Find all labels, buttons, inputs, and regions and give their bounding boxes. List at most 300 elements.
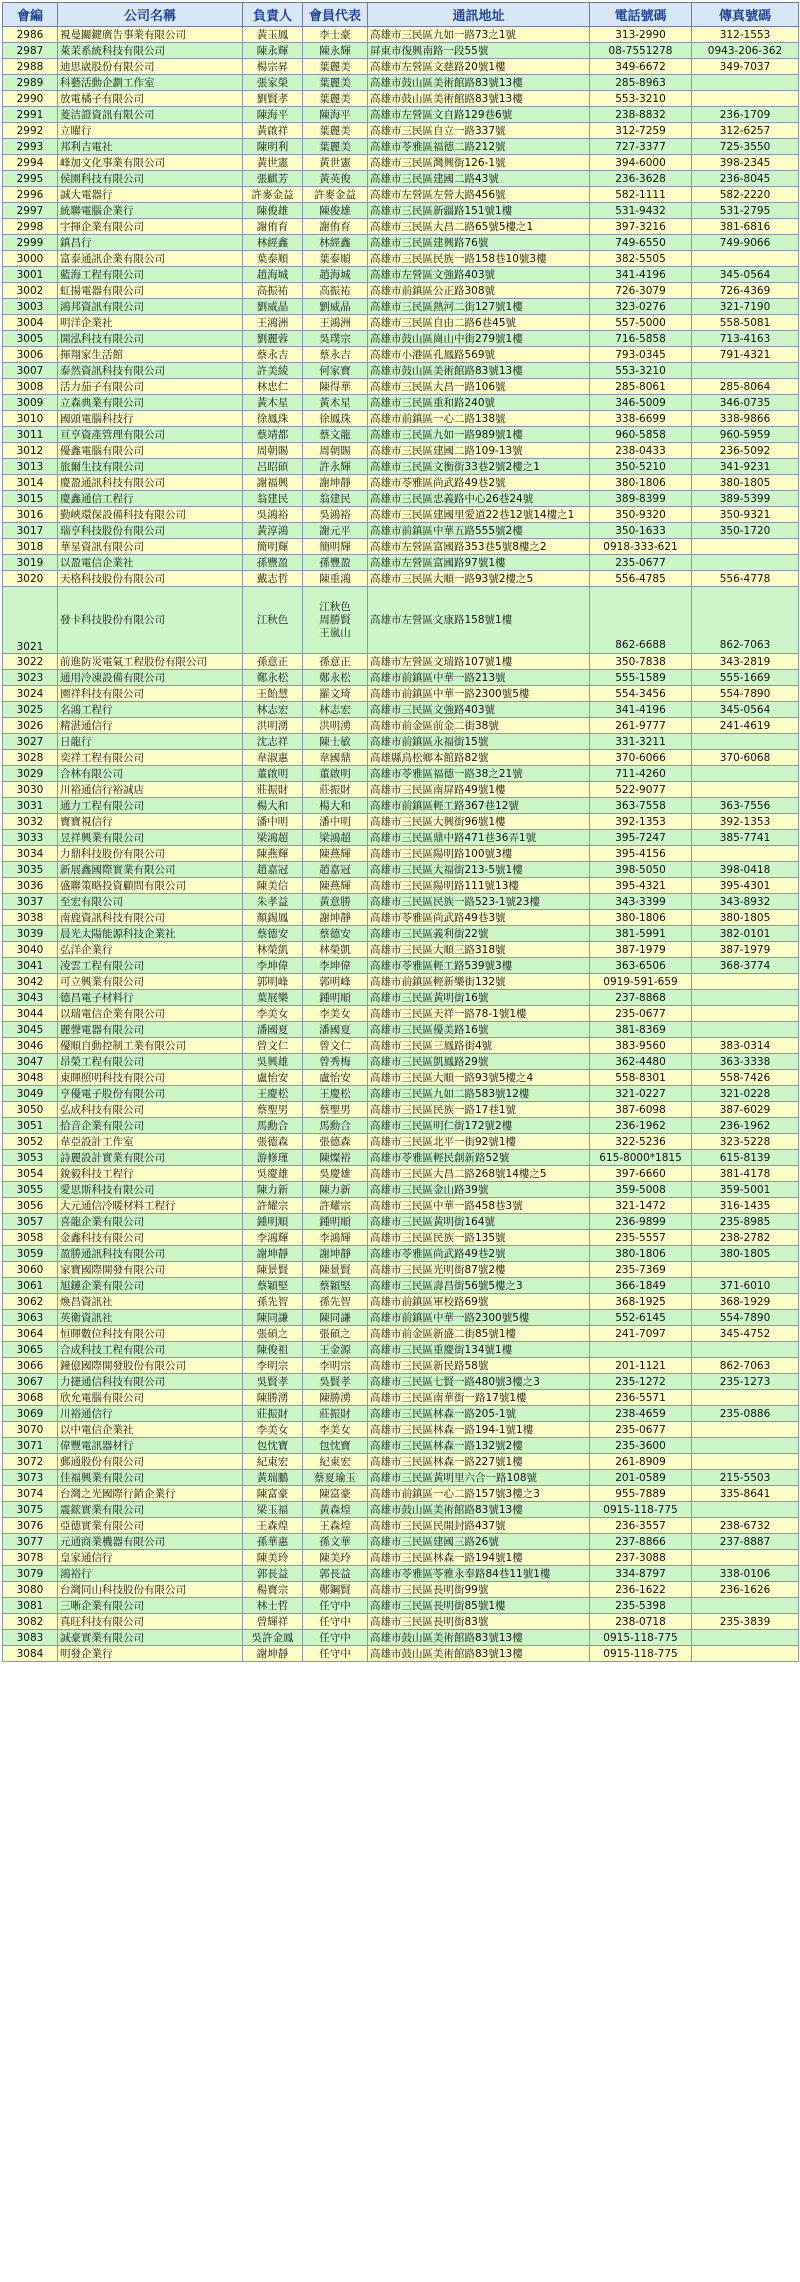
address-cell: 高雄市鼓山區美術館路83號13樓: [368, 1646, 590, 1662]
owner-cell: 潘國夏: [243, 1022, 303, 1038]
address-cell: 高雄市左營區文自路129巷6號: [368, 107, 590, 123]
table-row: [3, 1022, 799, 1038]
representative-cell: 莊振財: [303, 1406, 368, 1422]
company-name-cell: 麗聲電器有限公司: [58, 1022, 243, 1038]
fax-cell: 350-9321: [692, 507, 799, 523]
phone-cell: 395-4156: [590, 846, 692, 862]
fax-cell: 380-1805: [692, 475, 799, 491]
member-id-cell: 3002: [3, 283, 58, 299]
fax-cell: [692, 1262, 799, 1278]
table-row: [3, 1086, 799, 1102]
phone-cell: 236-3557: [590, 1518, 692, 1534]
fax-cell: 215-5503: [692, 1470, 799, 1486]
table-row: [3, 830, 799, 846]
representative-cell: 陳富豪: [303, 1486, 368, 1502]
representative-cell: 包忱寶: [303, 1438, 368, 1454]
fax-cell: 382-0101: [692, 926, 799, 942]
table-row: [3, 1246, 799, 1262]
phone-cell: 235-5557: [590, 1230, 692, 1246]
fax-cell: [692, 555, 799, 571]
member-id-cell: 3045: [3, 1022, 58, 1038]
owner-cell: 黃瑞鵬: [243, 1470, 303, 1486]
table-row: [3, 107, 799, 123]
representative-name: 周勝賢: [319, 613, 351, 626]
company-name-cell: 凌雲工程有限公司: [58, 958, 243, 974]
representative-cell: 郭長益: [303, 1566, 368, 1582]
company-name-cell: 大元通信冷暖材料工程行: [58, 1198, 243, 1214]
owner-cell: 呂昭碩: [243, 459, 303, 475]
fax-cell: [692, 1006, 799, 1022]
representative-cell: 吳鴻裕: [303, 507, 368, 523]
phone-cell: 363-7558: [590, 798, 692, 814]
table-row: [3, 203, 799, 219]
member-id-cell: 3012: [3, 443, 58, 459]
table-row: [3, 1646, 799, 1662]
phone-cell: 236-1962: [590, 1118, 692, 1134]
phone-cell: 334-8797: [590, 1566, 692, 1582]
fax-cell: 359-5001: [692, 1182, 799, 1198]
table-row: [3, 766, 799, 782]
phone-cell: 322-5236: [590, 1134, 692, 1150]
company-name-cell: 前進防災電氣工程股份有限公司: [58, 654, 243, 670]
address-cell: 高雄市左營區文瑞路107號1樓: [368, 654, 590, 670]
phone-cell: 261-9777: [590, 718, 692, 734]
company-name-cell: 以盈電信企業社: [58, 555, 243, 571]
table-row: [3, 1454, 799, 1470]
representative-cell: 郭明峰: [303, 974, 368, 990]
company-name-cell: 喜龍企業有限公司: [58, 1214, 243, 1230]
owner-cell: 李美女: [243, 1006, 303, 1022]
fax-cell: [692, 1438, 799, 1454]
phone-cell: 397-6660: [590, 1166, 692, 1182]
representative-name: 王嵐山: [319, 626, 351, 639]
phone-cell: 343-3399: [590, 894, 692, 910]
representative-cell: 林經鑫: [303, 235, 368, 251]
member-id-cell: 3000: [3, 251, 58, 267]
fax-cell: [692, 1342, 799, 1358]
phone-cell: 323-0276: [590, 299, 692, 315]
member-id-cell: 3060: [3, 1262, 58, 1278]
company-name-cell: 德昌電子材料行: [58, 990, 243, 1006]
company-name-cell: 明發企業行: [58, 1646, 243, 1662]
member-id-cell: 3058: [3, 1230, 58, 1246]
address-cell: 高雄市苓雅區輕民創新路52號: [368, 1150, 590, 1166]
table-row: [3, 718, 799, 734]
member-id-cell: 3005: [3, 331, 58, 347]
owner-cell: 簡明輝: [243, 539, 303, 555]
member-id-cell: 3059: [3, 1246, 58, 1262]
table-row: [3, 283, 799, 299]
member-id-cell: 3043: [3, 990, 58, 1006]
address-cell: 高雄市三民區自由二路6巷45號: [368, 315, 590, 331]
member-id-cell: 3022: [3, 654, 58, 670]
phone-cell: 0915-118-775: [590, 1502, 692, 1518]
representative-cell: 葉麗美: [303, 139, 368, 155]
representative-cell: 紀東宏: [303, 1454, 368, 1470]
address-cell: 高雄市三民區灣興街126-1號: [368, 155, 590, 171]
table-row: [3, 443, 799, 459]
phone-cell: 236-1622: [590, 1582, 692, 1598]
fax-cell: 321-0228: [692, 1086, 799, 1102]
fax-cell: 312-1553: [692, 27, 799, 43]
table-row: [3, 427, 799, 443]
company-name-cell: 昂榮工程有限公司: [58, 1054, 243, 1070]
fax-cell: 338-0106: [692, 1566, 799, 1582]
table-row: [3, 315, 799, 331]
representative-cell: 葉麗美: [303, 123, 368, 139]
representative-cell: 董啟明: [303, 766, 368, 782]
company-name-cell: 郵通股份有限公司: [58, 1454, 243, 1470]
representative-cell: 陳燕輝: [303, 846, 368, 862]
fax-cell: 236-8045: [692, 171, 799, 187]
company-name-cell: 可立興業有限公司: [58, 974, 243, 990]
owner-cell: 郭明峰: [243, 974, 303, 990]
table-row: [3, 1006, 799, 1022]
owner-cell: 徐鳳珠: [243, 411, 303, 427]
address-cell: 高雄市左營區富國路97號1樓: [368, 555, 590, 571]
owner-cell: 林士哲: [243, 1598, 303, 1614]
owner-cell: 梁玉福: [243, 1502, 303, 1518]
representative-cell: 蔡永吉: [303, 347, 368, 363]
address-cell: 高雄市三民區凱鳳路29號: [368, 1054, 590, 1070]
fax-cell: [692, 1502, 799, 1518]
phone-cell: 960-5858: [590, 427, 692, 443]
phone-cell: 749-6550: [590, 235, 692, 251]
owner-cell: 謝坤靜: [243, 1246, 303, 1262]
owner-cell: 韋淑惠: [243, 750, 303, 766]
fax-cell: [692, 766, 799, 782]
fax-cell: 556-4778: [692, 571, 799, 587]
representative-cell: 曾文仁: [303, 1038, 368, 1054]
company-name-cell: 優鑫電腦有限公司: [58, 443, 243, 459]
company-name-cell: 盈勝通訊科技有限公司: [58, 1246, 243, 1262]
phone-cell: 313-2990: [590, 27, 692, 43]
table-row: [3, 1390, 799, 1406]
fax-cell: 381-4178: [692, 1166, 799, 1182]
representative-cell: 楊大和: [303, 798, 368, 814]
address-cell: 高雄市三民區長明街99號: [368, 1582, 590, 1598]
address-cell: 高雄市鼓山區崗山中街279號1樓: [368, 331, 590, 347]
table-row: [3, 1374, 799, 1390]
member-id-cell: 3057: [3, 1214, 58, 1230]
representative-cell: 孫文華: [303, 1534, 368, 1550]
company-name-cell: 園祥科技有限公司: [58, 686, 243, 702]
fax-cell: 323-5228: [692, 1134, 799, 1150]
company-name-cell: 以中電信企業社: [58, 1422, 243, 1438]
owner-cell: 馬勳合: [243, 1118, 303, 1134]
member-id-cell: 3041: [3, 958, 58, 974]
owner-cell: 孫先智: [243, 1294, 303, 1310]
address-cell: 高雄市苓雅區福德一路38之21號: [368, 766, 590, 782]
owner-cell: 張麒芳: [243, 171, 303, 187]
table-row: [3, 299, 799, 315]
member-id-cell: 3080: [3, 1582, 58, 1598]
company-name-cell: 誠豪實業有限公司: [58, 1630, 243, 1646]
member-id-cell: 3078: [3, 1550, 58, 1566]
table-row: [3, 1150, 799, 1166]
member-id-cell: 3017: [3, 523, 58, 539]
member-id-cell: 3026: [3, 718, 58, 734]
company-name-cell: 優順自動控制工業有限公司: [58, 1038, 243, 1054]
member-id-cell: 3031: [3, 798, 58, 814]
address-cell: 高雄市前鎮區中華一路213號: [368, 670, 590, 686]
fax-cell: 862-7063: [692, 1358, 799, 1374]
table-row: [3, 1582, 799, 1598]
owner-cell: 林忠仁: [243, 379, 303, 395]
fax-cell: 241-4619: [692, 718, 799, 734]
table-row: [3, 1182, 799, 1198]
address-cell: 高雄市三民區民族一路523-1號23樓: [368, 894, 590, 910]
member-id-cell: 3034: [3, 846, 58, 862]
company-name-cell: 富泰通訊企業有限公司: [58, 251, 243, 267]
fax-cell: 387-6029: [692, 1102, 799, 1118]
address-cell: 高雄市三民區重慶街134號1樓: [368, 1342, 590, 1358]
member-id-cell: 3049: [3, 1086, 58, 1102]
representative-cell: [303, 587, 368, 654]
fax-cell: 235-3839: [692, 1614, 799, 1630]
owner-cell: 陳景賢: [243, 1262, 303, 1278]
owner-cell: 顏錫鳳: [243, 910, 303, 926]
table-row: [3, 1342, 799, 1358]
company-name-cell: 欣允電腦有限公司: [58, 1390, 243, 1406]
header-company-name: 公司名稱: [58, 3, 243, 27]
table-row: [3, 523, 799, 539]
address-cell: 高雄市三民區中華一路458巷3號: [368, 1198, 590, 1214]
representative-cell: 韋國鼎: [303, 750, 368, 766]
representative-cell: 李士豪: [303, 27, 368, 43]
fax-cell: 558-7426: [692, 1070, 799, 1086]
representative-cell: 陳美玲: [303, 1550, 368, 1566]
table-row: [3, 1358, 799, 1374]
owner-cell: 許美綾: [243, 363, 303, 379]
phone-cell: 08-7551278: [590, 43, 692, 59]
address-cell: 高雄市三民區林森一路205-1號: [368, 1406, 590, 1422]
company-name-cell: 力鼎科技股份有限公司: [58, 846, 243, 862]
member-id-cell: 3033: [3, 830, 58, 846]
representative-cell: 李美女: [303, 1006, 368, 1022]
owner-cell: 劉賢孝: [243, 91, 303, 107]
phone-cell: 362-4480: [590, 1054, 692, 1070]
owner-cell: 楊寶宗: [243, 1582, 303, 1598]
address-cell: 高雄市三民區南屏路49號1樓: [368, 782, 590, 798]
company-name-cell: 至宏有限公司: [58, 894, 243, 910]
table-row: [3, 139, 799, 155]
phone-cell: 552-6145: [590, 1310, 692, 1326]
owner-cell: 陳力新: [243, 1182, 303, 1198]
company-name-cell: 寶寶視信行: [58, 814, 243, 830]
company-name-cell: 偉豐電訊器材行: [58, 1438, 243, 1454]
table-row: [3, 267, 799, 283]
address-cell: 高雄市三民區林森一路194號1樓: [368, 1550, 590, 1566]
fax-cell: 338-9866: [692, 411, 799, 427]
company-name-cell: 新展鑫國際實業有限公司: [58, 862, 243, 878]
owner-cell: 鍾明順: [243, 1214, 303, 1230]
member-id-cell: 3068: [3, 1390, 58, 1406]
phone-cell: 321-1472: [590, 1198, 692, 1214]
member-id-cell: 3055: [3, 1182, 58, 1198]
company-name-cell: 宇揮企業有限公司: [58, 219, 243, 235]
fax-cell: [692, 734, 799, 750]
representative-cell: 黃英俊: [303, 171, 368, 187]
representative-cell: 黃意勝: [303, 894, 368, 910]
owner-cell: 陳海平: [243, 107, 303, 123]
owner-cell: 陳俊雄: [243, 203, 303, 219]
company-name-cell: 盛聯策略投資顧問有限公司: [58, 878, 243, 894]
address-cell: 高雄市三民區忠義路中心26巷24號: [368, 491, 590, 507]
owner-cell: 王森煌: [243, 1518, 303, 1534]
fax-cell: 558-5081: [692, 315, 799, 331]
fax-cell: 554-7890: [692, 686, 799, 702]
address-cell: 高雄市三民區新疆路151號1樓: [368, 203, 590, 219]
representative-cell: 盧怡安: [303, 1070, 368, 1086]
member-id-cell: 3081: [3, 1598, 58, 1614]
member-id-cell: 3051: [3, 1118, 58, 1134]
address-cell: 高雄市左營區文慈路20號1樓: [368, 59, 590, 75]
owner-cell: 許麥金益: [243, 187, 303, 203]
owner-cell: 許耀宗: [243, 1198, 303, 1214]
representative-cell: 吳璞宗: [303, 331, 368, 347]
table-row: [3, 1054, 799, 1070]
member-id-cell: 3010: [3, 411, 58, 427]
representative-cell: 吳慶雄: [303, 1166, 368, 1182]
owner-cell: 林經鑫: [243, 235, 303, 251]
representative-cell: 陳俊雄: [303, 203, 368, 219]
member-id-cell: 2993: [3, 139, 58, 155]
owner-cell: 劉麗蓉: [243, 331, 303, 347]
member-id-cell: 3073: [3, 1470, 58, 1486]
representative-cell: 周朝賜: [303, 443, 368, 459]
representative-cell: 謝侑育: [303, 219, 368, 235]
representative-cell: 葉麗美: [303, 59, 368, 75]
phone-cell: 582-1111: [590, 187, 692, 203]
owner-cell: 陳富豪: [243, 1486, 303, 1502]
member-id-cell: 3019: [3, 555, 58, 571]
member-id-cell: 3054: [3, 1166, 58, 1182]
fax-cell: [692, 1390, 799, 1406]
table-row: [3, 1214, 799, 1230]
phone-cell: 387-1979: [590, 942, 692, 958]
owner-cell: 張碩之: [243, 1326, 303, 1342]
table-row: [3, 331, 799, 347]
representative-cell: 蔡德安: [303, 926, 368, 942]
representative-cell: 馬勳合: [303, 1118, 368, 1134]
representative-cell: 曾秀梅: [303, 1054, 368, 1070]
address-cell: 高雄市苓雅區尚武路49巷2號: [368, 1246, 590, 1262]
representative-cell: 陳得華: [303, 379, 368, 395]
table-row: [3, 1326, 799, 1342]
owner-cell: 包忱寶: [243, 1438, 303, 1454]
fax-cell: [692, 1630, 799, 1646]
owner-cell: 李坤偉: [243, 958, 303, 974]
address-cell: 屏東市復興南路一段55號: [368, 43, 590, 59]
company-name-cell: 元通商業機器有限公司: [58, 1534, 243, 1550]
table-row: [3, 219, 799, 235]
company-name-cell: 詩麗設計實業有限公司: [58, 1150, 243, 1166]
fax-cell: 235-8985: [692, 1214, 799, 1230]
phone-cell: 955-7889: [590, 1486, 692, 1502]
address-cell: 高雄市苓雅區苓雅永奉路84巷11號1樓: [368, 1566, 590, 1582]
company-name-cell: 東暉照明科技有限公司: [58, 1070, 243, 1086]
company-name-cell: 韋亞設計工作室: [58, 1134, 243, 1150]
member-id-cell: 3071: [3, 1438, 58, 1454]
representative-cell: 蔡文龍: [303, 427, 368, 443]
representative-cell: 趙嘉冠: [303, 862, 368, 878]
phone-cell: 382-5505: [590, 251, 692, 267]
member-id-cell: 3066: [3, 1358, 58, 1374]
company-name-cell: 明洋企業社: [58, 315, 243, 331]
phone-cell: 0915-118-775: [590, 1630, 692, 1646]
fax-cell: 531-2795: [692, 203, 799, 219]
owner-cell: 周朝賜: [243, 443, 303, 459]
member-id-cell: 3039: [3, 926, 58, 942]
member-id-cell: 3011: [3, 427, 58, 443]
member-id-cell: 3029: [3, 766, 58, 782]
company-name-cell: 立曜行: [58, 123, 243, 139]
phone-cell: 236-5571: [590, 1390, 692, 1406]
member-id-cell: 3052: [3, 1134, 58, 1150]
company-name-cell: 泰然資訊科技有限公司: [58, 363, 243, 379]
fax-cell: 312-6257: [692, 123, 799, 139]
phone-cell: 238-0718: [590, 1614, 692, 1630]
company-name-cell: 勤峽環保設備科技有限公司: [58, 507, 243, 523]
owner-cell: 趙海城: [243, 267, 303, 283]
owner-cell: 高振祐: [243, 283, 303, 299]
owner-cell: 黃淳鴻: [243, 523, 303, 539]
address-cell: 高雄市三民區文衡街33巷2號2樓之1: [368, 459, 590, 475]
table-row: [3, 539, 799, 555]
company-name-cell: 發卡科技股份有限公司: [58, 587, 243, 654]
owner-cell: 吳興雄: [243, 1054, 303, 1070]
owner-cell: 李明宗: [243, 1358, 303, 1374]
table-row: [3, 1406, 799, 1422]
address-cell: 高雄縣鳥松鄉本館路82號: [368, 750, 590, 766]
owner-cell: 葉展樂: [243, 990, 303, 1006]
fax-cell: 236-1626: [692, 1582, 799, 1598]
company-name-cell: 弘成科技有限公司: [58, 1102, 243, 1118]
owner-cell: 翁建民: [243, 491, 303, 507]
phone-cell: 0915-118-775: [590, 1646, 692, 1662]
representative-cell: 黃森煌: [303, 1502, 368, 1518]
phone-cell: 554-3456: [590, 686, 692, 702]
table-row: [3, 894, 799, 910]
address-cell: 高雄市三民區九如一路73之1號: [368, 27, 590, 43]
fax-cell: 345-0564: [692, 267, 799, 283]
representative-cell: 陳士敏: [303, 734, 368, 750]
phone-cell: 235-7369: [590, 1262, 692, 1278]
table-row: [3, 171, 799, 187]
address-cell: 高雄市三民區民族一路135號: [368, 1230, 590, 1246]
representative-cell: 鍾明順: [303, 990, 368, 1006]
phone-cell: 350-7838: [590, 654, 692, 670]
fax-cell: 862-7063: [692, 587, 799, 654]
owner-cell: 洪明湧: [243, 718, 303, 734]
representative-cell: 潘中明: [303, 814, 368, 830]
fax-cell: 380-1805: [692, 1246, 799, 1262]
table-row: [3, 1502, 799, 1518]
table-header-row: [3, 3, 799, 27]
address-cell: 高雄市三民區陽明路111號13樓: [368, 878, 590, 894]
representative-cell: 許耀宗: [303, 1198, 368, 1214]
fax-cell: 321-7190: [692, 299, 799, 315]
phone-cell: 383-9560: [590, 1038, 692, 1054]
table-row: [3, 750, 799, 766]
representative-cell: 陳景賢: [303, 1262, 368, 1278]
phone-cell: 380-1806: [590, 475, 692, 491]
member-id-cell: 2986: [3, 27, 58, 43]
representative-cell: 梁鴻超: [303, 830, 368, 846]
address-cell: 高雄市三民區自立一路337號: [368, 123, 590, 139]
member-id-cell: 3082: [3, 1614, 58, 1630]
